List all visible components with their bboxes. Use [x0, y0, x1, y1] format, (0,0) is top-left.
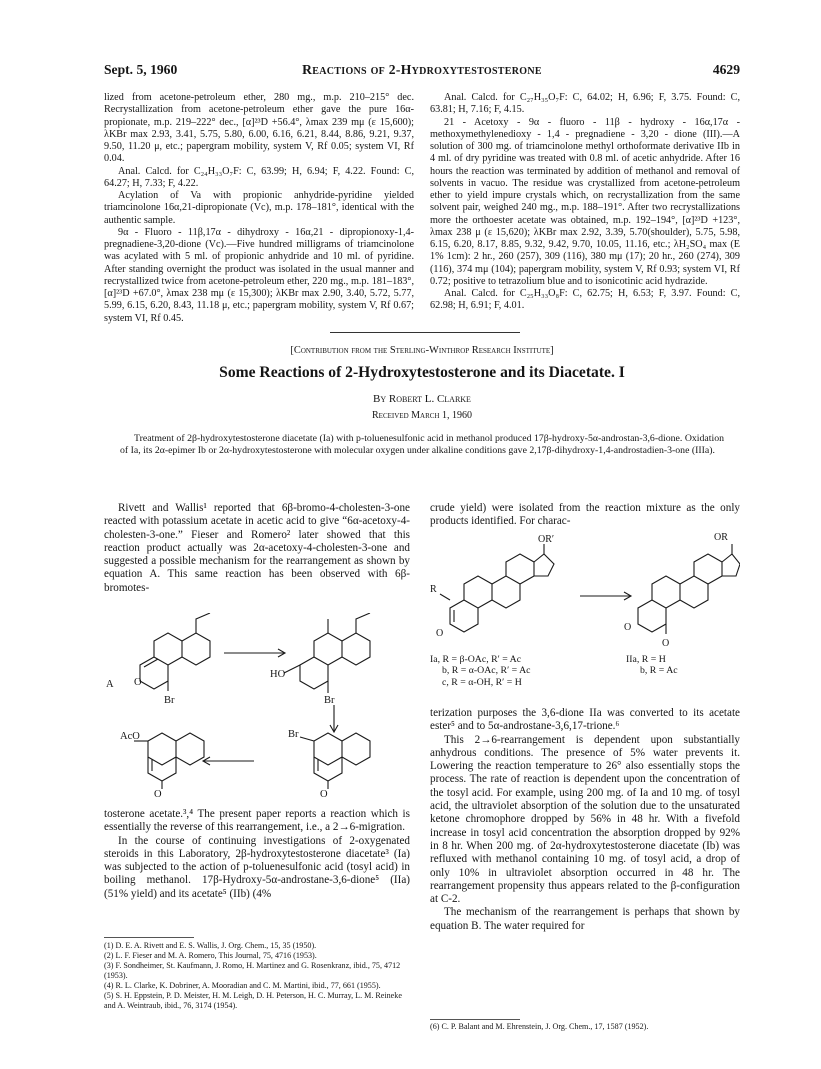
paragraph: Anal. Calcd. for C₂₄H₃₃O₇F: C, 63.99; H, 6.94; F, 4.22. Found: C, 64.27; H, 7.33; F, 4.22. — [104, 165, 414, 189]
paragraph: lized from acetone-petroleum ether, 280 mg., m.p. 210–215° dec. Recrystallization from acetone-petroleum ether gave the pure 16α-propionate, m.p. 219–222° dec., [α]²³D +56.4°, λmax 239 mμ (ε 15,600); λKBr max 2.93, 3.41, 5.75, 5.80, 6.00, 6.16, 6.21, 8.44, 8.86, 9.21, 9.37, 9.50, 11.20 μ, etc.; papergram mobility, system V, Rf 0.05; system VI, Rf 0.04. — [104, 92, 414, 165]
paragraph: 9α - Fluoro - 11β,17α - dihydroxy - 16α,21 - dipropionoxy-1,4-pregnadiene-3,20-dione (Vc).—Five hundred milligrams of triamcinolone was acylated with 5 ml. of propionic anhydride and 10 ml. of pyridine. After standing overnight the product was isolated in the usual manner and recrystallized twice from acetone-petroleum ether, 220 mg., m.p. 181–183°, [α]²³D +67.0°, λmax 238 mμ (ε 15,300); λKBr max 2.90, 3.40, 5.72, 5.77, 5.99, 6.15, 6.20, 8.43, 11.18 μ, etc.; papergram mobility, system V, Rf 0.67; system VI, Rf 0.45. — [104, 226, 414, 324]
substituent-label: OR′ — [538, 534, 555, 545]
footnote-divider-right — [430, 1019, 520, 1020]
reaction-scheme-figure — [430, 526, 740, 706]
footnotes — [104, 941, 410, 1011]
body-right-bottom — [430, 707, 740, 933]
substituent-label: R — [430, 584, 437, 595]
header-page-number: 4629 — [712, 62, 740, 77]
header-running-title: Reactions of 2-Hydroxytestosterone — [302, 62, 542, 77]
legend-line: IIa, R = H — [626, 654, 666, 665]
reaction-scheme-structures — [430, 526, 740, 654]
body-left-bottom — [104, 808, 410, 901]
footnote: (5) S. H. Eppstein, P. D. Meister, H. M. Leigh, D. H. Peterson, H. C. Murray, L. M. Reineke and A. Weintraub, ibid., 76, 3174 (1954). — [104, 991, 402, 1010]
paragraph: This 2→6-rearrangement is dependent upon substantially anhydrous conditions. The presence of 5% water prevents it. Lowering the reaction temperature to 26° also essentially stops the process. The rate of reaction is dependent upon the concentration of the tosyl acid. For example, using 200 mg. of Ia and 10 mg. of tosyl acid, the ultraviolet absorption of the solution due to the unsaturated ketone chromophore dropped by 56% in 48 hr. With a fivefold increase in tosyl acid concentration the absorption dropped by 92% in 8 hr. When 200 mg. of 2α-hydroxytestosterone diacetate (Ib) was refluxed with methanol containing 10 mg. of tosyl acid, a drop of only 10% in ultraviolet absorption occurred in 48 hr. The rearrangement propensity thus appears related to the β-configuration at C-2. — [430, 733, 740, 906]
substituent-label: Br — [324, 695, 335, 706]
substituent-label: O — [436, 628, 444, 639]
abstract — [120, 433, 724, 456]
paragraph: terization purposes the 3,6-dione IIa was converted to its acetate ester⁵ and to 5α-androstane-3,6,17-trione.⁶ — [430, 707, 740, 733]
substituent-label: O — [134, 677, 142, 688]
legend-line: b, R = α-OAc, R′ = Ac — [442, 665, 531, 677]
body-right-top — [430, 502, 740, 529]
paragraph: crude yield) were isolated from the reaction mixture as the only products identified. For charac- — [430, 502, 740, 528]
footnote: (2) L. F. Fieser and M. A. Romero, This Journal, 75, 4716 (1953). — [104, 951, 317, 960]
compound-legend-left — [430, 654, 531, 688]
substituent-label: OR — [714, 532, 728, 543]
substituent-label: Br — [288, 729, 299, 740]
footnote-divider — [104, 937, 194, 938]
equation-a-label: A — [106, 679, 114, 690]
substituent-label: Br — [164, 695, 175, 706]
substituent-label: O — [154, 789, 162, 798]
equation-a-structures — [104, 613, 410, 798]
equation-a-figure — [104, 613, 410, 798]
abstract-text: Treatment of 2β-hydroxytestosterone diacetate (Ia) with p-toluenesulfonic acid in methanol produced 17β-hydroxy-5α-androstan-3,6-dione. Oxidation of Ia, its 2α-epimer Ib or 2α-hydroxytestosterone with molecular oxygen under alkaline conditions gave 2,17β-dihydroxy-1,4-androstadien-3-one (IIIa). — [120, 433, 724, 456]
compound-legend-right — [626, 654, 678, 677]
paragraph: Anal. Calcd. for C₂₅H₃₃O₈F: C, 62.75; H, 6.53; F, 3.97. Found: C, 62.98; H, 6.91; F, 4.01. — [430, 288, 740, 312]
paragraph: Anal. Calcd. for C₂₇H₃₅O₇F: C, 64.02; H, 6.96; F, 3.75. Found: C, 63.81; H, 7.16; F, 4.15. — [430, 92, 740, 116]
paragraph: In the course of continuing investigations of 2-oxygenated steroids in this Laboratory, 2β-hydroxytestosterone diacetate³ (Ia) was subjected to the action of p-toluenesulfonic acid (tosyl acid) in boiling methanol. 17β-Hydroxy-5α-androstane-3,6-dione⁵ (IIa) (51% yield) and its acetate⁵ (IIb) (4% — [104, 834, 410, 900]
author-byline: By Robert L. Clarke — [373, 393, 471, 405]
paragraph: 21 - Acetoxy - 9α - fluoro - 11β - hydroxy - 16α,17α - methoxymethylenedioxy - 1,4 - pregnadiene - 3,20 - dione (III).—A solution of 300 mg. of triamcinolone methyl orthoformate derivative IIb in 4 ml. of dry pyridine was treated with 0.8 ml. of acetic anhydride. After 16 hours the reaction was terminated by addition of methanol and removal of solvents in vacuo. The residue was crystallized from acetone-petroleum ether to yield impure crystals which, on recrystallization from the same solvent pair, weighed 240 mg., m.p. 188–191°. After two recrystallizations more the orthoester acetate was obtained, m.p. 192–194°, [α]²³D +123°, λmax 238 μ (ε 15,620); λKBr max 2.92, 3.39, 5.70(shoulder), 5.75, 5.98, 6.15, 6.20, 8.17, 8.85, 9.32, 9.42, 9.70, 10.05, 11.16, etc.; λH₂SO₄ max (E 1% 1cm): 2 hr., 260 (257), 309 (116), 380 mμ (17); 20 hr., 260 (274), 309 (116), 374 mμ (104); papergram mobility, system V, Rf 0.93; system VI, Rf 0.72; positive to tetrazolium blue and to isonicotinic acid hydrazide. — [430, 116, 740, 287]
footnote: (3) F. Sondheimer, St. Kaufmann, J. Romo, H. Martinez and G. Rosenkranz, ibid., 75, 4712 (1953). — [104, 961, 401, 980]
legend-line: b, R = Ac — [640, 665, 678, 677]
received-date: Received March 1, 1960 — [372, 410, 472, 421]
footnote-right: (6) C. P. Balant and M. Ehrenstein, J. Org. Chem., 17, 1587 (1952). — [430, 1022, 649, 1031]
substituent-label: O — [624, 622, 632, 633]
footnote: (1) D. E. A. Rivett and E. S. Wallis, J. Org. Chem., 15, 35 (1950). — [104, 941, 317, 950]
substituent-label: HO — [270, 669, 286, 680]
previous-article-left-column — [104, 92, 414, 325]
body-left-top — [104, 502, 410, 595]
substituent-label: AcO — [120, 731, 140, 742]
article-title: Some Reactions of 2-Hydroxytestosterone and its Diacetate. I — [219, 364, 625, 381]
paragraph: tosterone acetate.³,⁴ The present paper reports a reaction which is essentially the reverse of this rearrangement, i.e., a 2→6-migration. — [104, 808, 410, 834]
header-date: Sept. 5, 1960 — [104, 62, 178, 77]
substituent-label: O — [662, 638, 670, 649]
footnote: (4) R. L. Clarke, K. Dobriner, A. Mooradian and C. M. Martini, ibid., 77, 661 (1955). — [104, 981, 381, 990]
contribution-line: [Contribution from the Sterling-Winthrop Research Institute] — [290, 345, 554, 356]
legend-line: c, R = α-OH, R′ = H — [442, 676, 522, 688]
running-header — [104, 62, 740, 82]
paragraph: Rivett and Wallis¹ reported that 6β-bromo-4-cholesten-3-one reacted with potassium acetate in acetic acid to give “6α-acetoxy-4-cholesten-3-one.” Fieser and Romero² later showed that this reaction product actually was 2α-acetoxy-4-cholesten-3-one and suggested a possible mechanism for the rearrangement as shown by equation A. This same reaction has been observed with 6β-bromotes- — [104, 502, 410, 594]
paragraph: The mechanism of the rearrangement is perhaps that shown by equation B. The water required for — [430, 906, 740, 932]
paragraph: Acylation of Va with propionic anhydride-pyridine yielded triamcinolone 16α,21-dipropionate (Vc), m.p. 178–181°, identical with the authentic sample. — [104, 190, 414, 226]
substituent-label: O — [320, 789, 328, 798]
previous-article-right-column — [430, 92, 740, 313]
section-divider — [330, 332, 520, 333]
legend-line: Ia, R = β-OAc, R′ = Ac — [430, 654, 522, 665]
